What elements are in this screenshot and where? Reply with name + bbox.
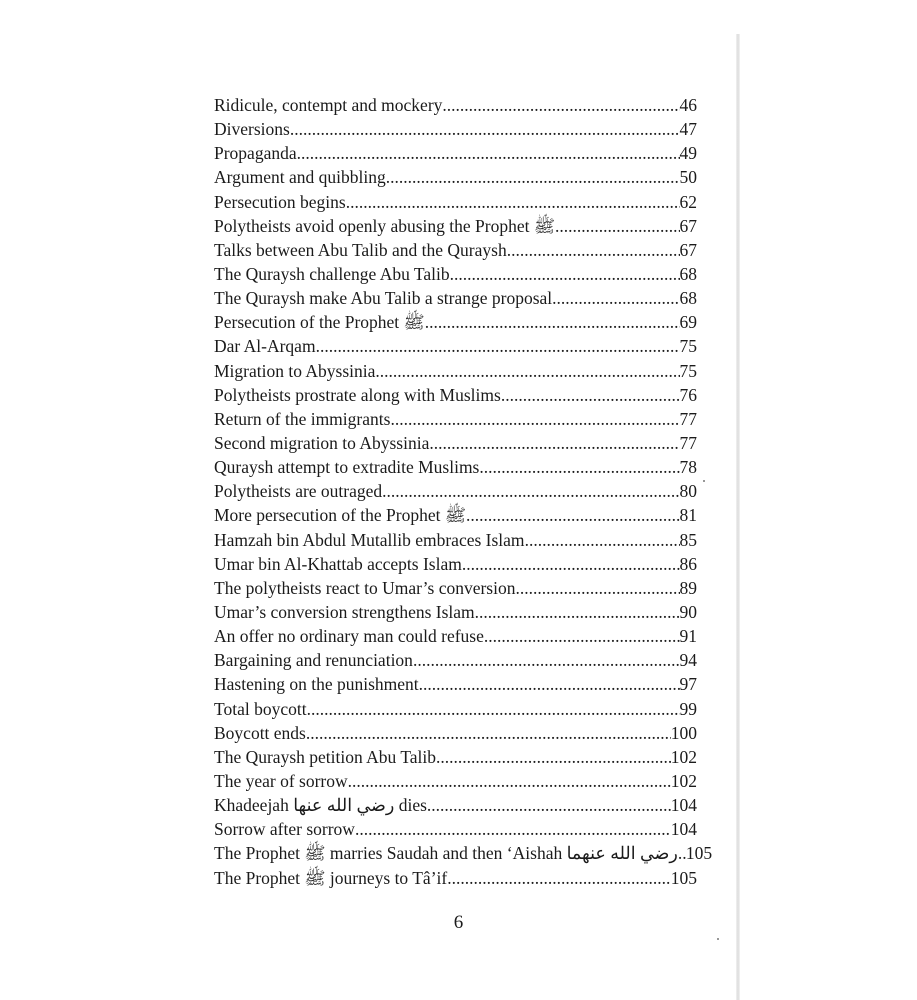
toc-dot-leader: [501, 383, 680, 407]
toc-entry: [214, 431, 697, 455]
toc-entry-title: More persecution of the Prophet ﷺ: [214, 505, 466, 526]
toc-entry: [214, 600, 697, 624]
toc-entry-page: 89: [679, 577, 697, 598]
toc-entry: [214, 455, 697, 479]
toc-entry-page: 81: [679, 505, 697, 526]
toc-dot-leader: [386, 165, 680, 189]
toc-entry-title: The polytheists react to Umar’s conversion: [214, 577, 516, 598]
toc-entry: [214, 648, 697, 672]
toc-entry-page: 104: [670, 819, 697, 840]
page-number: 6: [453, 912, 464, 933]
toc-entry-page: 77: [679, 432, 697, 453]
toc-entry-title: Sorrow after sorrow: [214, 819, 355, 840]
toc-dot-leader: [555, 214, 680, 238]
toc-dot-leader: [678, 841, 686, 865]
page-edge-shadow: [736, 34, 740, 1000]
toc-entry: [214, 310, 697, 334]
toc-dot-leader: [462, 552, 680, 576]
toc-dot-leader: [306, 721, 671, 745]
toc-dot-leader: [348, 769, 671, 793]
toc-dot-leader: [507, 238, 680, 262]
toc-entry-page: 105: [685, 843, 713, 864]
toc-entry-page: 50: [679, 167, 697, 188]
toc-entry-page: 94: [679, 650, 697, 671]
toc-dot-leader: [355, 817, 671, 841]
toc-dot-leader: [390, 407, 679, 431]
toc-entry-title: Propaganda: [214, 143, 297, 164]
toc-dot-leader: [466, 503, 680, 527]
toc-entry-title: Second migration to Abyssinia: [214, 432, 430, 453]
toc-entry-title: Hamzah bin Abdul Mutallib embraces Islam: [214, 529, 525, 550]
toc-entry-page: 67: [679, 239, 697, 260]
toc-dot-leader: [425, 310, 680, 334]
toc-entry-title: Migration to Abyssinia: [214, 360, 376, 381]
toc-entry-page: 91: [679, 626, 697, 647]
toc-dot-leader: [382, 479, 679, 503]
toc-entry: [214, 552, 697, 576]
toc-entry: [214, 117, 697, 141]
toc-entry-page: 47: [679, 119, 697, 140]
toc-dot-leader: [450, 262, 680, 286]
toc-entry-title: The Quraysh petition Abu Talib: [214, 746, 437, 767]
toc-entry-page: 68: [679, 288, 697, 309]
toc-entry-title: The year of sorrow: [214, 770, 348, 791]
toc-entry: [214, 793, 697, 817]
toc-entry-title: Umar’s conversion strengthens Islam: [214, 601, 475, 622]
toc-entry-title: Quraysh attempt to extradite Muslims: [214, 457, 480, 478]
toc-entry: [214, 817, 697, 841]
toc-entry-page: 75: [679, 360, 697, 381]
print-speck: [717, 938, 719, 940]
toc-entry-page: 78: [679, 457, 697, 478]
print-speck: [703, 480, 705, 482]
toc-entry: [214, 503, 697, 527]
toc-entry: [214, 866, 697, 890]
toc-entry-page: 90: [679, 601, 697, 622]
toc-entry: [214, 334, 697, 358]
toc-entry-page: 77: [679, 408, 697, 429]
toc-dot-leader: [290, 117, 680, 141]
toc-entry: [214, 286, 697, 310]
toc-entry: [214, 190, 697, 214]
toc-dot-leader: [442, 93, 679, 117]
toc-entry: [214, 165, 697, 189]
toc-entry-title: Total boycott: [214, 698, 307, 719]
toc-entry: [214, 624, 697, 648]
toc-entry: [214, 238, 697, 262]
toc-entry-title: Persecution of the Prophet ﷺ: [214, 312, 425, 333]
toc-entry-title: The Quraysh make Abu Talib a strange proposal: [214, 288, 553, 309]
toc-entry-title: Argument and quibbling: [214, 167, 386, 188]
toc-dot-leader: [436, 745, 671, 769]
toc-entry: [214, 214, 697, 238]
toc-entry: [214, 697, 697, 721]
toc-dot-leader: [515, 576, 679, 600]
table-of-contents: [214, 93, 713, 890]
toc-entry: [214, 745, 697, 769]
toc-dot-leader: [297, 141, 680, 165]
toc-entry-page: 80: [679, 481, 697, 502]
toc-entry-title: Persecution begins: [214, 191, 346, 212]
toc-dot-leader: [447, 866, 671, 890]
toc-dot-leader: [475, 600, 680, 624]
toc-entry-page: 104: [670, 795, 697, 816]
toc-entry-page: 68: [679, 263, 697, 284]
toc-dot-leader: [484, 624, 680, 648]
toc-dot-leader: [429, 431, 679, 455]
toc-dot-leader: [525, 528, 680, 552]
toc-entry-title: Ridicule, contempt and mockery: [214, 95, 443, 115]
toc-dot-leader: [419, 672, 680, 696]
toc-entry-page: 76: [679, 384, 697, 405]
toc-entry-page: 100: [670, 722, 697, 743]
toc-dot-leader: [346, 190, 680, 214]
toc-entry-title: The Prophet ﷺ marries Saudah and then ‘Aishah رضي الله عنهما: [214, 843, 678, 864]
toc-entry: [214, 407, 697, 431]
toc-entry-page: 97: [679, 674, 697, 695]
toc-dot-leader: [375, 359, 679, 383]
toc-entry-title: An offer no ordinary man could refuse: [214, 626, 484, 647]
toc-entry-page: 75: [679, 336, 697, 357]
toc-entry-title: The Prophet ﷺ journeys to Tâ’if: [214, 867, 448, 888]
toc-entry: [214, 479, 697, 503]
toc-entry: [214, 672, 697, 696]
toc-entry: [214, 528, 697, 552]
toc-entry-page: 99: [679, 698, 697, 719]
toc-entry: [214, 383, 697, 407]
toc-entry-page: 62: [679, 191, 697, 212]
toc-dot-leader: [316, 334, 680, 358]
toc-entry-page: 102: [670, 770, 697, 791]
toc-entry-title: Dar Al-Arqam: [214, 336, 316, 357]
toc-entry-title: Polytheists prostrate along with Muslims: [214, 384, 501, 405]
toc-entry: [214, 841, 713, 865]
toc-entry-page: 102: [670, 746, 697, 767]
toc-entry-title: Bargaining and renunciation: [214, 650, 413, 671]
toc-entry-title: Polytheists avoid openly abusing the Prophet ﷺ: [214, 215, 555, 236]
toc-entry: [214, 93, 697, 117]
toc-entry-title: Polytheists are outraged: [214, 481, 383, 502]
toc-dot-leader: [552, 286, 679, 310]
toc-dot-leader: [413, 648, 680, 672]
toc-entry-page: 86: [679, 553, 697, 574]
toc-entry-title: Talks between Abu Talib and the Quraysh: [214, 239, 507, 260]
toc-entry-title: The Quraysh challenge Abu Talib: [214, 263, 450, 284]
toc-dot-leader: [307, 697, 680, 721]
toc-entry-title: Umar bin Al-Khattab accepts Islam: [214, 553, 462, 574]
toc-entry-title: Hastening on the punishment: [214, 674, 419, 695]
toc-entry: [214, 721, 697, 745]
toc-entry-page: 46: [679, 95, 697, 115]
toc-entry: [214, 769, 697, 793]
toc-dot-leader: [479, 455, 679, 479]
toc-entry-page: 67: [679, 215, 697, 236]
toc-entry-page: 69: [679, 312, 697, 333]
toc-entry-title: Boycott ends: [214, 722, 306, 743]
toc-dot-leader: [427, 793, 671, 817]
toc-entry-title: Diversions: [214, 119, 290, 140]
toc-entry: [214, 576, 697, 600]
toc-entry-page: 105: [670, 867, 697, 888]
toc-entry: [214, 141, 697, 165]
toc-entry-title: Return of the immigrants: [214, 408, 391, 429]
toc-entry-page: 85: [679, 529, 697, 550]
toc-entry: [214, 262, 697, 286]
toc-entry-title: Khadeejah رضي الله عنها dies: [214, 795, 427, 816]
toc-entry: [214, 359, 697, 383]
toc-entry-page: 49: [679, 143, 697, 164]
